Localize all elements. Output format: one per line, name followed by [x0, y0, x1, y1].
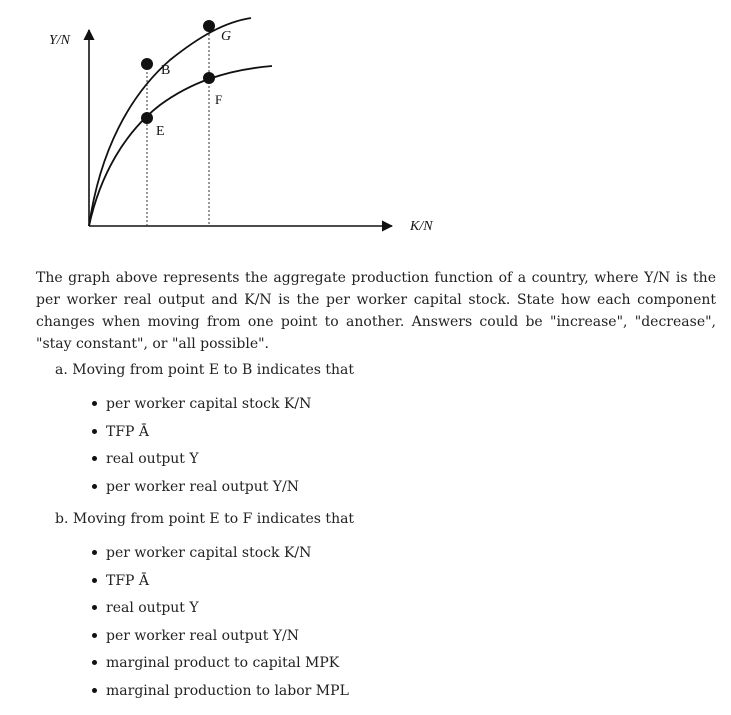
- part-a-item: real output Y: [92, 449, 311, 477]
- point-e-label: E: [156, 124, 165, 139]
- part-b-list: [92, 543, 349, 708]
- part-b-item: marginal product to capital MPK: [92, 653, 349, 681]
- point-e-marker: [141, 112, 153, 124]
- part-a-heading: a. Moving from point E to B indicates that: [55, 362, 355, 378]
- point-g-marker: [203, 20, 215, 32]
- part-a-item: per worker real output Y/N: [92, 477, 311, 505]
- point-f-marker: [203, 72, 215, 84]
- part-b-item: real output Y: [92, 598, 349, 626]
- problem-statement: The graph above represents the aggregate production function of a country, where Y/N is the per worker real output and K/N is the per worker capital stock. State how each component changes when moving from one point to another. Answers could be "increase", "decrease", "stay constant", or "all possible".: [36, 270, 716, 352]
- upper-production-curve: [89, 18, 251, 226]
- part-b-heading: b. Moving from point E to F indicates that: [55, 511, 355, 527]
- part-a-list: [92, 394, 311, 504]
- part-b-item: per worker real output Y/N: [92, 626, 349, 654]
- x-axis-label: K/N: [410, 219, 433, 234]
- point-b-marker: [141, 58, 153, 70]
- part-a-item: per worker capital stock K/N: [92, 394, 311, 422]
- point-b-label: B: [161, 63, 171, 78]
- part-a-item: TFP Ā: [92, 422, 311, 450]
- production-function-graph: [0, 0, 731, 250]
- part-b-item: marginal production to labor MPL: [92, 681, 349, 709]
- point-f-label: F: [215, 92, 223, 107]
- y-axis-label: Y/N: [49, 33, 71, 48]
- point-g-label: G: [221, 29, 232, 44]
- part-b-item: TFP Ā: [92, 571, 349, 599]
- part-b-item: per worker capital stock K/N: [92, 543, 349, 571]
- lower-production-curve: [89, 66, 272, 226]
